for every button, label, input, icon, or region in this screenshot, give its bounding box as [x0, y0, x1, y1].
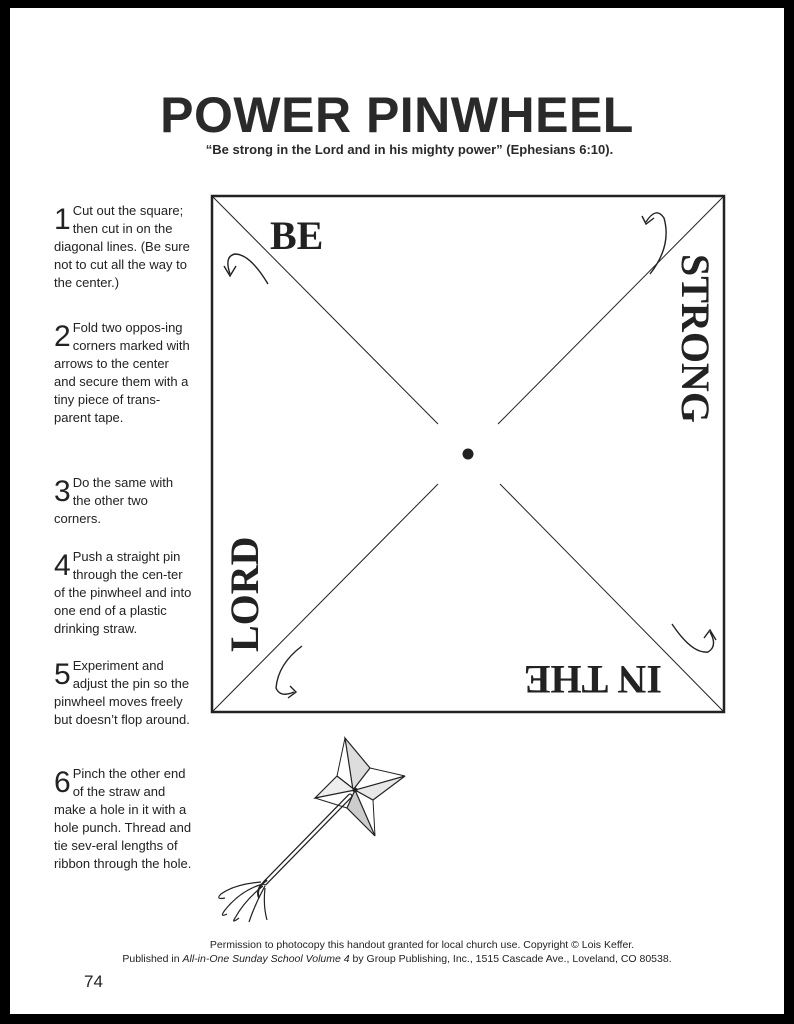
permission-notice: Permission to photocopy this handout granted for local church use. Copyright © Lois Keffer. — [209, 939, 635, 951]
step-text: Cut out the square; then cut in on the diagonal lines. (Be sure not to cut all the way to the center.) — [54, 203, 190, 290]
page-number: 74 — [84, 972, 103, 991]
pinwheel-illustration — [205, 728, 415, 928]
step-text: Experiment and adjust the pin so the pinwheel moves freely but doesn’t flop around. — [54, 658, 190, 727]
curved-arrow-icon — [276, 646, 302, 698]
page-title: POWER PINWHEEL — [160, 87, 634, 143]
step-5 — [54, 657, 194, 729]
publication-notice — [10, 952, 784, 966]
pinwheel-template-svg — [210, 194, 726, 714]
publication-prefix: Published in — [122, 953, 183, 965]
publication-title: All-in-One Sunday School Volume 4 — [182, 953, 350, 965]
step-number: 5 — [54, 658, 71, 691]
step-number: 6 — [54, 766, 71, 799]
step-number: 2 — [54, 320, 71, 353]
step-2 — [54, 319, 194, 427]
publication-details: by Group Publishing, Inc., 1515 Cascade Ave., Loveland, CO 80538. — [349, 953, 672, 965]
curved-arrow-icon — [642, 213, 666, 274]
step-text: Pinch the other end of the straw and make a hole in it with a hole punch. Thread and tie sev-eral lengths of ribbon through the hole. — [54, 766, 192, 871]
step-text: Fold two oppos-ing corners marked with arrows to the center and secure them with a tiny piece of trans-parent tape. — [54, 320, 190, 425]
word-top: BE — [270, 213, 324, 258]
curved-arrow-icon — [224, 254, 268, 284]
scripture-subtitle: “Be strong in the Lord and in his mighty power” (Ephesians 6:10). — [205, 142, 614, 157]
step-1 — [54, 202, 194, 292]
center-dot — [463, 449, 474, 460]
word-left: LORD — [222, 536, 267, 652]
step-3 — [54, 474, 194, 528]
step-number: 1 — [54, 203, 71, 236]
step-number: 4 — [54, 549, 71, 582]
handout-page — [10, 8, 784, 1014]
curved-arrow-icon — [672, 624, 716, 652]
step-text: Do the same with the other two corners. — [54, 475, 174, 526]
pinwheel-illustration-svg — [205, 728, 415, 928]
step-text: Push a straight pin through the cen-ter of the pinwheel and into one end of a plastic drinking straw. — [54, 549, 192, 636]
step-number: 3 — [54, 475, 71, 508]
step-6 — [54, 765, 194, 873]
diagonal-cut-line — [212, 196, 438, 424]
step-4 — [54, 548, 194, 638]
copyright-footer — [10, 938, 784, 966]
word-bottom: IN THE — [523, 657, 662, 702]
word-right: STRONG — [673, 254, 718, 423]
pinwheel-template-square — [210, 194, 726, 714]
